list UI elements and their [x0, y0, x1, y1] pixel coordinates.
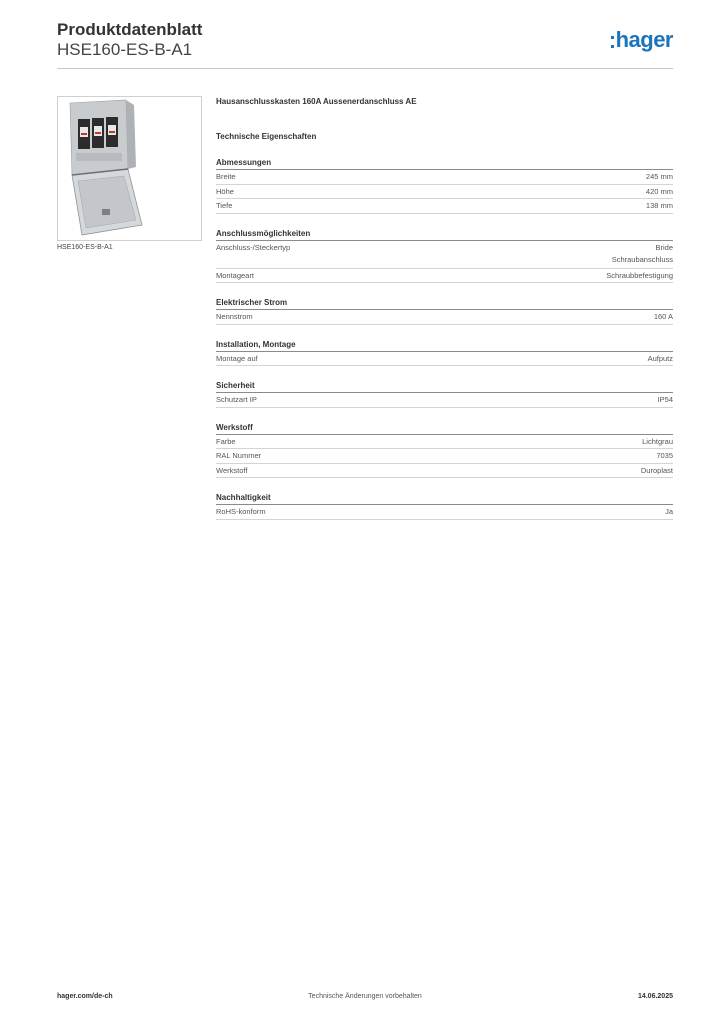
logo-dots-icon: [611, 36, 614, 48]
property-row: [216, 170, 673, 185]
product-code: HSE160-ES-B-A1: [57, 40, 193, 59]
document-header: [57, 20, 673, 68]
property-row: [216, 435, 673, 450]
footer-disclaimer: Technische Änderungen vorbehalten: [308, 993, 422, 1000]
section-title: Elektrischer Strom: [216, 297, 673, 310]
property-row: [216, 185, 673, 200]
property-value: [612, 241, 673, 268]
property-row: [216, 310, 673, 325]
footer-date: 14.06.2025: [637, 993, 673, 1000]
logo-text: hager: [615, 27, 673, 52]
property-row: [216, 393, 673, 408]
property-row: [216, 269, 673, 284]
property-row: [216, 352, 673, 367]
property-value: 7035: [656, 451, 673, 460]
property-label: Tiefe: [216, 201, 233, 210]
hager-logo: [611, 26, 673, 52]
property-row: [216, 199, 673, 214]
property-row: [216, 449, 673, 464]
property-value: Duroplast: [640, 465, 673, 475]
property-value: Aufputz: [647, 353, 673, 363]
photo-caption: HSE160-ES-B-A1: [57, 244, 113, 251]
property-value: 138 mm: [645, 201, 673, 210]
property-row: [216, 241, 673, 269]
section-title: Installation, Montage: [216, 339, 673, 352]
property-label: Schutzart IP: [216, 395, 257, 404]
property-value-line: Schraubanschluss: [611, 255, 673, 264]
datasheet-content: [216, 96, 673, 520]
section-electric-current: [216, 297, 673, 325]
property-label: Farbe: [216, 436, 236, 446]
property-label: Montageart: [216, 270, 254, 280]
property-value-line: Bride: [655, 242, 673, 252]
section-title: Nachhaltigkeit: [216, 492, 673, 505]
property-label: Anschluss-/Steckertyp: [216, 242, 291, 252]
property-label: RAL Nummer: [216, 451, 262, 460]
property-value: Lichtgrau: [642, 436, 673, 446]
section-dimensions: [216, 157, 673, 214]
document-title: Produktdatenblatt: [57, 20, 203, 39]
section-safety: [216, 380, 673, 408]
property-label: Werkstoff: [216, 465, 248, 475]
property-label: Breite: [216, 172, 236, 181]
property-value: 160 A: [653, 312, 673, 321]
property-label: Nennstrom: [216, 312, 253, 321]
property-value: IP54: [657, 395, 673, 404]
property-label: Montage auf: [216, 353, 258, 363]
product-name: Hausanschlusskasten 160A Aussenerdanschluss AE: [216, 97, 417, 106]
product-photo-icon: [58, 97, 201, 240]
section-installation: [216, 339, 673, 367]
section-title: Werkstoff: [216, 422, 673, 435]
property-label: Höhe: [216, 186, 234, 196]
header-divider: [57, 68, 673, 69]
property-value: Ja: [665, 507, 673, 516]
footer-website-link[interactable]: hager.com/de-ch: [57, 993, 113, 1000]
property-value: Schraubbefestigung: [606, 270, 673, 280]
section-material: [216, 422, 673, 479]
product-photo: [57, 96, 202, 241]
section-sustainability: [216, 492, 673, 520]
property-value: 245 mm: [645, 172, 673, 181]
section-title: Anschlussmöglichkeiten: [216, 228, 673, 241]
property-label: RoHS-konform: [216, 507, 266, 516]
section-title: Abmessungen: [216, 157, 673, 170]
document-footer: [57, 993, 673, 1007]
technical-properties-title: Technische Eigenschaften: [216, 132, 317, 141]
property-value: 420 mm: [645, 186, 673, 196]
section-connection-options: [216, 228, 673, 284]
section-title: Sicherheit: [216, 380, 673, 393]
property-row: [216, 464, 673, 479]
property-row: [216, 505, 673, 520]
